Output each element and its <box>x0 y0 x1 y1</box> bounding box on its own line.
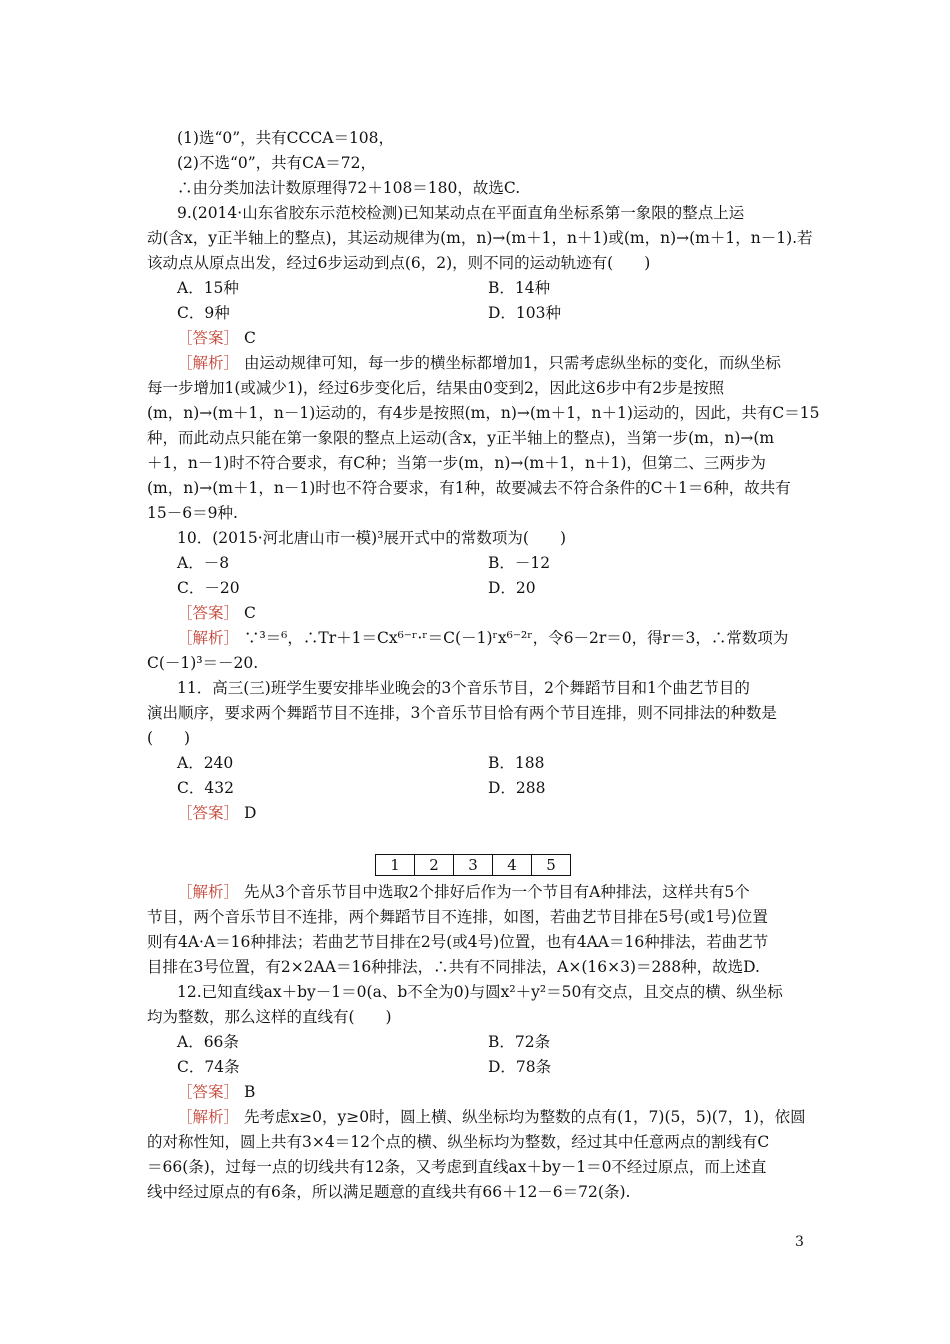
position-cell: 1 <box>376 855 415 876</box>
text-line: (2)不选“0”，共有CA＝72， <box>177 154 376 172</box>
page-number: 3 <box>795 1234 804 1250</box>
option-c: C．74条 <box>177 1058 240 1076</box>
analysis-tag: ［解析］ <box>177 1108 240 1126</box>
analysis-line: (m，n)→(m＋1，n－1)时也不符合要求，有1种，故要减去不符合条件的C＋1＝6种，故共有 <box>147 479 791 497</box>
option-a: A．66条 <box>177 1033 239 1051</box>
answer-tag: ［答案］ <box>177 329 240 347</box>
question-10-stem: 10．(2015·河北唐山市一模)³展开式中的常数项为( ) <box>177 529 566 547</box>
answer-tag: ［答案］ <box>177 604 240 622</box>
analysis-tag: ［解析］ <box>177 629 240 647</box>
answer-value: B <box>243 1083 256 1101</box>
question-9-stem: 9.(2014·山东省胶东示范校检测)已知某动点在平面直角坐标系第一象限的整点上运 <box>177 204 745 222</box>
option-d: D．20 <box>488 579 536 597</box>
analysis-line <box>177 880 750 904</box>
question-12-stem: 12.已知直线ax＋by－1＝0(a、b不全为0)与圆x²＋y²＝50有交点，且交点的横、纵坐标 <box>177 983 783 1001</box>
option-c: C．9种 <box>177 304 230 322</box>
analysis-text: 先考虑x≥0，y≥0时，圆上横、纵坐标均为整数的点有(1，7)(5，5)(7，1)，依圆 <box>243 1108 806 1126</box>
analysis-line: 的对称性知，圆上共有3×4＝12个点的横、纵坐标均为整数，经过其中任意两点的割线有C <box>147 1133 770 1151</box>
analysis-line: 线中经过原点的有6条，所以满足题意的直线共有66＋12－6＝72(条). <box>147 1183 631 1201</box>
analysis-line <box>177 626 788 650</box>
analysis-line: 则有4A·A＝16种排法；若曲艺节目排在2号(或4号)位置，也有4AA＝16种排法，若曲艺节 <box>147 933 769 951</box>
position-table <box>375 854 571 876</box>
option-b: B．－12 <box>488 554 551 572</box>
question-11-stem: 11．高三(三)班学生要安排毕业晚会的3个音乐节目，2个舞蹈节目和1个曲艺节目的 <box>177 679 750 697</box>
option-b: B．72条 <box>488 1033 551 1051</box>
option-c: C．－20 <box>177 579 240 597</box>
answer-value: C <box>243 329 256 347</box>
text-line: ∴由分类加法计数原理得72＋108＝180，故选C. <box>177 179 521 197</box>
analysis-line: (m，n)→(m＋1，n－1)运动的，有4步是按照(m，n)→(m＋1，n＋1)运动的，因此，共有C＝15 <box>147 404 820 422</box>
analysis-line <box>177 1105 806 1129</box>
analysis-text: 先从3个音乐节目中选取2个排好后作为一个节目有A种排法，这样共有5个 <box>243 883 750 901</box>
analysis-line: 每一步增加1(或减少1)，经过6步变化后，结果由0变到2，因此这6步中有2步是按照 <box>147 379 725 397</box>
question-9-stem: 该动点从原点出发，经过6步运动到点(6，2)，则不同的运动轨迹有( ) <box>147 254 651 272</box>
option-a: A．－8 <box>177 554 230 572</box>
option-b: B．14种 <box>488 279 551 297</box>
option-d: D．103种 <box>488 304 562 322</box>
answer-value: D <box>243 804 257 822</box>
answer-tag: ［答案］ <box>177 804 240 822</box>
position-cell: 5 <box>532 855 571 876</box>
analysis-line: C(－1)³＝－20. <box>147 654 259 672</box>
answer-line <box>177 1080 255 1104</box>
answer-value: C <box>243 604 256 622</box>
analysis-tag: ［解析］ <box>177 883 240 901</box>
analysis-line <box>177 351 781 375</box>
analysis-line: 种，而此动点只能在第一象限的整点上运动(含x，y正半轴上的整点)，当第一步(m，n)→(m <box>147 429 775 447</box>
analysis-line: 节目，两个音乐节目不连排，两个舞蹈节目不连排，如图，若曲艺节目排在5号(或1号)位置 <box>147 908 768 926</box>
answer-line <box>177 326 256 350</box>
option-d: D．78条 <box>488 1058 552 1076</box>
answer-tag: ［答案］ <box>177 1083 240 1101</box>
question-12-stem: 均为整数，那么这样的直线有( ) <box>147 1008 392 1026</box>
analysis-text: ∵³＝⁶，∴Tr＋1＝Cx⁶⁻ʳ·ʳ＝C(－1)ʳx⁶⁻²ʳ，令6－2r＝0，得r＝3，∴常数项为 <box>243 629 789 647</box>
position-cell: 4 <box>493 855 532 876</box>
option-c: C．432 <box>177 779 234 797</box>
position-cell: 3 <box>454 855 493 876</box>
analysis-line: ＝66(条)，过每一点的切线共有12条，又考虑到直线ax＋by－1＝0不经过原点，而上述直 <box>147 1158 767 1176</box>
option-d: D．288 <box>488 779 546 797</box>
answer-line <box>177 801 256 825</box>
analysis-line: 目排在3号位置，有2×2AA＝16种排法，∴共有不同排法，A×(16×3)＝288种，故选D. <box>147 958 760 976</box>
option-a: A．15种 <box>177 279 239 297</box>
analysis-tag: ［解析］ <box>177 354 240 372</box>
position-cell: 2 <box>415 855 454 876</box>
analysis-line: 15－6＝9种. <box>147 504 238 522</box>
question-11-stem: 演出顺序，要求两个舞蹈节目不连排，3个音乐节目恰有两个节目连排，则不同排法的种数是 <box>147 704 777 722</box>
answer-line <box>177 601 256 625</box>
question-11-stem: ( ) <box>147 729 191 747</box>
analysis-line: ＋1，n－1)时不符合要求，有C种；当第一步(m，n)→(m＋1，n＋1)，但第二、三两步为 <box>147 454 766 472</box>
question-9-stem: 动(含x，y正半轴上的整点)，其运动规律为(m，n)→(m＋1，n＋1)或(m，n)→(m＋1，n－1).若 <box>147 229 813 247</box>
text-line: (1)选“0”，共有CCCA＝108， <box>177 129 395 147</box>
option-a: A．240 <box>177 754 234 772</box>
option-b: B．188 <box>488 754 545 772</box>
analysis-text: 由运动规律可知，每一步的横坐标都增加1，只需考虑纵坐标的变化，而纵坐标 <box>243 354 781 372</box>
